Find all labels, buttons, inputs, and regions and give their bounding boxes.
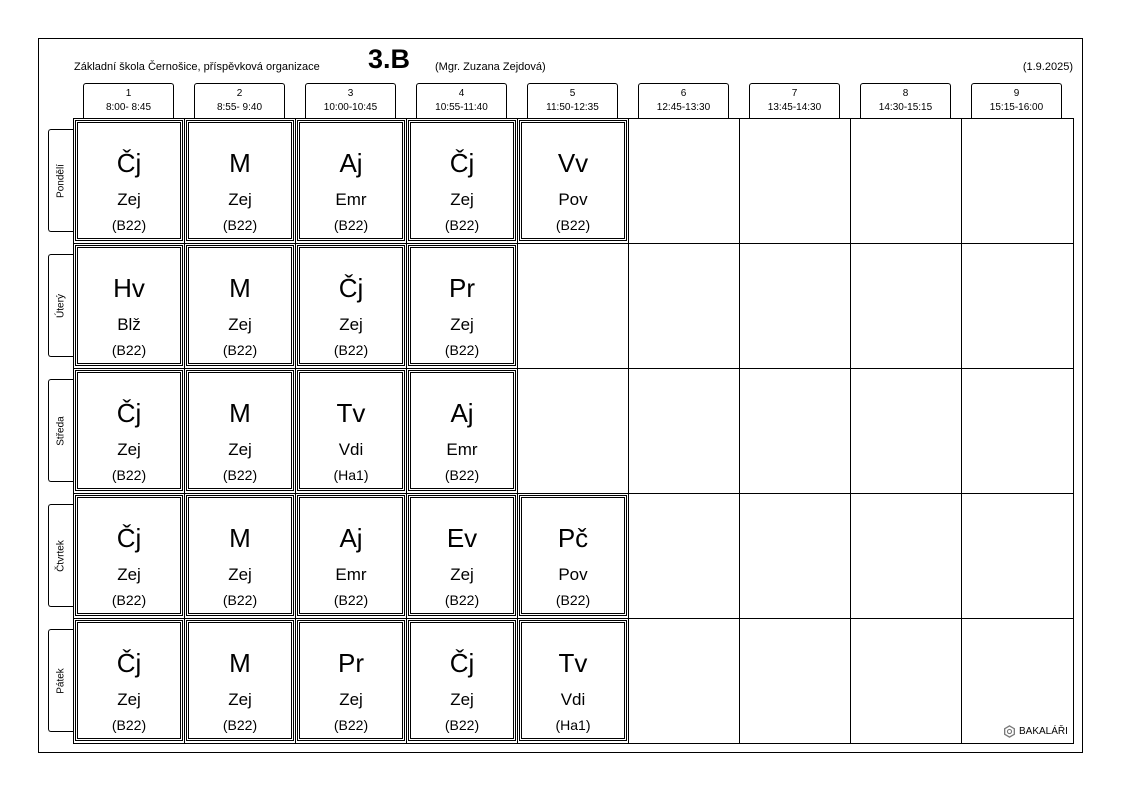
lesson-room: (B22)	[111, 592, 147, 608]
lesson-subject: M	[229, 148, 251, 178]
lesson-room: (B22)	[222, 342, 258, 358]
lesson-cell[interactable]	[75, 495, 183, 616]
lesson-teacher: Zej	[339, 315, 363, 334]
lesson-teacher: Emr	[446, 440, 478, 459]
day-label-2	[48, 254, 73, 357]
lesson-room: (B22)	[444, 342, 480, 358]
period-number: 3	[347, 88, 354, 99]
lesson-teacher: Emr	[335, 190, 367, 209]
lesson-subject: Čj	[116, 648, 142, 678]
period-number: 1	[125, 88, 132, 99]
grid-column-divider	[517, 118, 518, 744]
period-time: 10:00-10:45	[323, 102, 378, 113]
period-time: 8:00- 8:45	[105, 102, 152, 113]
lesson-room: (Ha1)	[333, 467, 369, 483]
lesson-teacher: Pov	[558, 190, 588, 209]
lesson-subject: Čj	[449, 148, 475, 178]
lesson-room: (B22)	[333, 217, 369, 233]
grid-column-divider	[184, 118, 185, 744]
lesson-subject: Aj	[339, 148, 363, 178]
lesson-subject: M	[229, 398, 251, 428]
lesson-room: (B22)	[111, 217, 147, 233]
grid-column-divider	[628, 118, 629, 744]
grid-row-divider	[73, 368, 1074, 369]
lesson-cell[interactable]	[75, 370, 183, 491]
period-header-9	[971, 83, 1062, 118]
period-time: 14:30-15:15	[878, 102, 933, 113]
lesson-subject: Pr	[449, 273, 475, 303]
lesson-teacher: Vdi	[338, 440, 364, 459]
lesson-room: (B22)	[444, 217, 480, 233]
lesson-subject: Čj	[338, 273, 364, 303]
class-name: 3.B	[368, 44, 411, 74]
lesson-cell[interactable]	[519, 120, 627, 241]
lesson-cell[interactable]	[75, 620, 183, 741]
class-teacher: (Mgr. Zuzana Zejdová)	[435, 61, 546, 73]
lesson-room: (B22)	[222, 467, 258, 483]
period-number: 8	[902, 88, 909, 99]
grid-row-divider	[73, 243, 1074, 244]
period-header-2	[194, 83, 285, 118]
lesson-subject: Čj	[116, 148, 142, 178]
lesson-teacher: Zej	[117, 440, 141, 459]
day-label-3	[48, 379, 73, 482]
lesson-teacher: Zej	[228, 190, 252, 209]
lesson-cell[interactable]	[186, 370, 294, 491]
lesson-subject: Čj	[116, 398, 142, 428]
lesson-room: (B22)	[111, 717, 147, 733]
period-number: 7	[791, 88, 798, 99]
lesson-subject: Hv	[113, 273, 145, 303]
lesson-teacher: Blž	[117, 315, 141, 334]
period-header-1	[83, 83, 174, 118]
lesson-teacher: Zej	[339, 690, 363, 709]
period-header-8	[860, 83, 951, 118]
lesson-room: (B22)	[222, 217, 258, 233]
lesson-room: (B22)	[222, 592, 258, 608]
lesson-cell[interactable]	[186, 620, 294, 741]
logo-text: BAKALÁŘI	[1019, 726, 1068, 737]
lesson-room: (B22)	[444, 592, 480, 608]
valid-from-date: (1.9.2025)	[1022, 61, 1073, 73]
lesson-cell[interactable]	[297, 370, 405, 491]
lesson-cell[interactable]	[297, 620, 405, 741]
grid-column-divider	[961, 118, 962, 744]
day-name: Úterý	[55, 293, 67, 318]
lesson-cell[interactable]	[186, 120, 294, 241]
lesson-subject: Čj	[116, 523, 142, 553]
lesson-subject: Tv	[558, 648, 588, 678]
lesson-subject: Čj	[449, 648, 475, 678]
day-label-4	[48, 504, 73, 607]
grid-row-divider	[73, 493, 1074, 494]
lesson-cell[interactable]	[297, 495, 405, 616]
lesson-room: (B22)	[111, 342, 147, 358]
grid-column-divider	[406, 118, 407, 744]
grid-column-divider	[295, 118, 296, 744]
lesson-room: (B22)	[333, 717, 369, 733]
period-number: 4	[458, 88, 465, 99]
period-time: 11:50-12:35	[546, 102, 599, 113]
period-time: 10:55-11:40	[435, 102, 488, 113]
lesson-cell[interactable]	[408, 245, 516, 366]
lesson-subject: M	[229, 523, 251, 553]
day-name: Středa	[55, 415, 67, 446]
lesson-cell[interactable]	[519, 495, 627, 616]
period-header-7	[749, 83, 840, 118]
period-number: 2	[236, 88, 243, 99]
lesson-room: (B22)	[555, 592, 591, 608]
lesson-room: (B22)	[111, 467, 147, 483]
day-label-1	[48, 129, 73, 232]
lesson-room: (B22)	[444, 467, 480, 483]
lesson-teacher: Zej	[117, 690, 141, 709]
lesson-room: (B22)	[333, 592, 369, 608]
lesson-cell[interactable]	[297, 245, 405, 366]
period-time: 8:55- 9:40	[216, 102, 263, 113]
lesson-subject: Pr	[338, 648, 364, 678]
lesson-teacher: Zej	[228, 440, 252, 459]
bakalari-logo	[1003, 725, 1068, 738]
lesson-teacher: Zej	[450, 315, 474, 334]
lesson-teacher: Zej	[450, 565, 474, 584]
lesson-teacher: Zej	[450, 190, 474, 209]
hexagon-gear-icon	[1003, 725, 1016, 738]
lesson-teacher: Zej	[450, 690, 474, 709]
period-header-5	[527, 83, 618, 118]
lesson-cell[interactable]	[75, 245, 183, 366]
lesson-cell[interactable]	[297, 120, 405, 241]
lesson-teacher: Zej	[228, 690, 252, 709]
period-header-4	[416, 83, 507, 118]
grid-row-divider	[73, 618, 1074, 619]
lesson-room: (B22)	[444, 717, 480, 733]
period-number: 6	[680, 88, 687, 99]
period-header-6	[638, 83, 729, 118]
period-number: 5	[569, 88, 576, 99]
school-name: Základní škola Černošice, příspěvková organizace	[74, 61, 320, 73]
lesson-cell[interactable]	[408, 120, 516, 241]
lesson-room: (Ha1)	[555, 717, 591, 733]
day-name: Pondělí	[55, 163, 67, 198]
lesson-cell[interactable]	[519, 620, 627, 741]
grid-column-divider	[739, 118, 740, 744]
lesson-cell[interactable]	[408, 620, 516, 741]
lesson-room: (B22)	[333, 342, 369, 358]
day-name: Čtvrtek	[55, 539, 67, 572]
lesson-teacher: Emr	[335, 565, 367, 584]
lesson-teacher: Vdi	[560, 690, 586, 709]
lesson-cell[interactable]	[75, 120, 183, 241]
lesson-subject: M	[229, 273, 251, 303]
lesson-subject: Aj	[339, 523, 363, 553]
lesson-teacher: Pov	[558, 565, 588, 584]
lesson-cell[interactable]	[186, 245, 294, 366]
day-name: Pátek	[55, 667, 67, 694]
day-label-5	[48, 629, 73, 732]
lesson-cell[interactable]	[186, 495, 294, 616]
period-time: 13:45-14:30	[767, 102, 822, 113]
lesson-subject: M	[229, 648, 251, 678]
lesson-cell[interactable]	[408, 495, 516, 616]
lesson-subject: Pč	[557, 523, 589, 553]
lesson-cell[interactable]	[408, 370, 516, 491]
period-time: 12:45-13:30	[656, 102, 711, 113]
lesson-teacher: Zej	[228, 565, 252, 584]
period-header-3	[305, 83, 396, 118]
lesson-subject: Vv	[557, 148, 589, 178]
lesson-teacher: Zej	[117, 190, 141, 209]
grid-column-divider	[850, 118, 851, 744]
lesson-subject: Ev	[446, 523, 478, 553]
lesson-subject: Tv	[336, 398, 366, 428]
lesson-subject: Aj	[450, 398, 474, 428]
period-time: 15:15-16:00	[989, 102, 1044, 113]
lesson-room: (B22)	[555, 217, 591, 233]
lesson-teacher: Zej	[117, 565, 141, 584]
lesson-room: (B22)	[222, 717, 258, 733]
lesson-teacher: Zej	[228, 315, 252, 334]
period-number: 9	[1013, 88, 1020, 99]
